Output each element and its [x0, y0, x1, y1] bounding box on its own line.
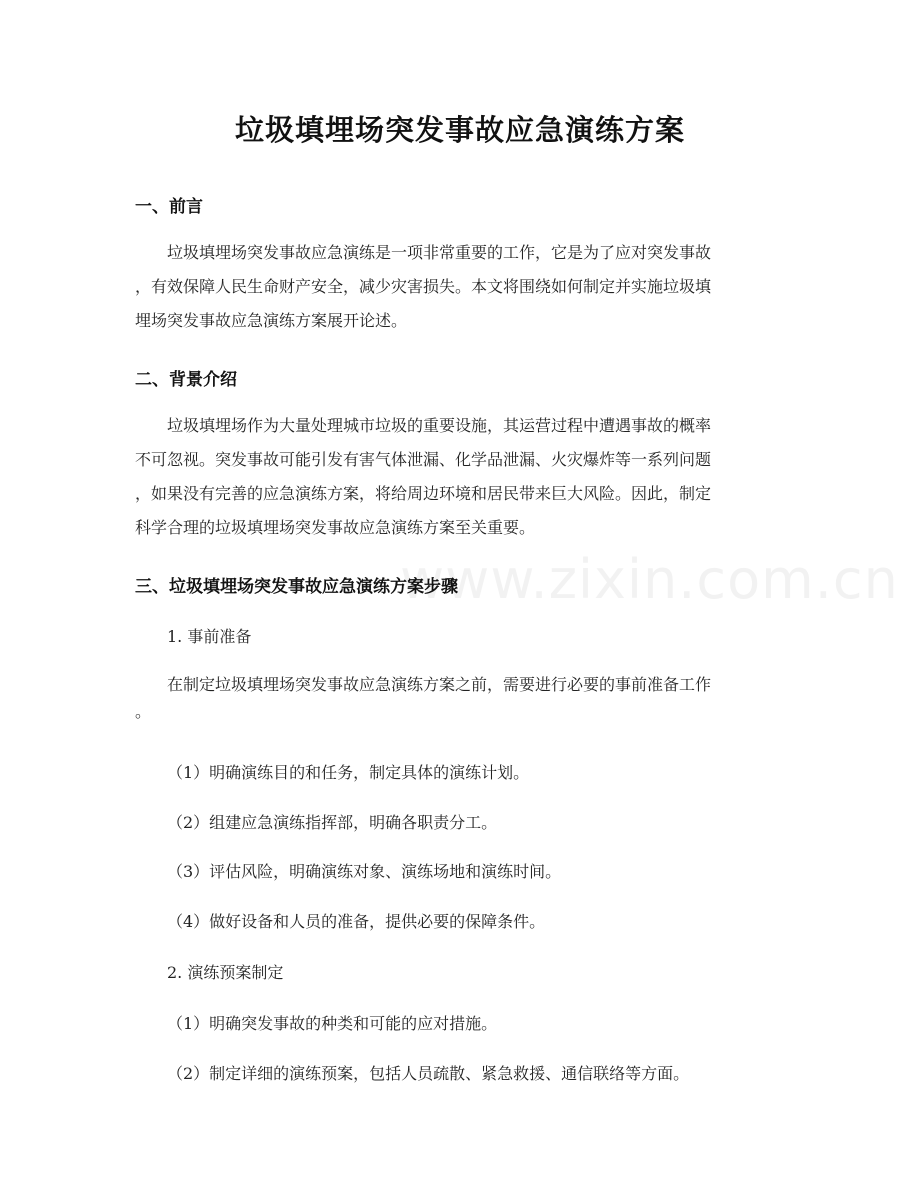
list-item: （1）明确演练目的和任务，制定具体的演练计划。: [167, 763, 530, 782]
paragraph-background: [135, 409, 787, 545]
paragraph-line: 在制定垃圾填埋场突发事故应急演练方案之前，需要进行必要的事前准备工作: [167, 675, 712, 694]
paragraph-line: 埋场突发事故应急演练方案展开论述。: [135, 311, 408, 330]
list-item: （4）做好设备和人员的准备，提供必要的保障条件。: [167, 912, 546, 931]
list-item: （2）制定详细的演练预案，包括人员疏散、紧急救援、通信联络等方面。: [167, 1064, 690, 1083]
paragraph-line: ，有效保障人民生命财产安全，减少灾害损失。本文将围绕如何制定并实施垃圾填: [135, 277, 712, 296]
document-title: 垃圾填埋场突发事故应急演练方案: [234, 113, 685, 147]
paragraph-line: 垃圾填埋场作为大量处理城市垃圾的重要设施，其运营过程中遭遇事故的概率: [167, 416, 712, 435]
list-item: （1）明确突发事故的种类和可能的应对措施。: [167, 1014, 498, 1033]
section-heading-background: 二、背景介绍: [135, 370, 237, 390]
paragraph-line: 不可忽视。突发事故可能引发有害气体泄漏、化学品泄漏、火灾爆炸等一系列问题: [135, 450, 712, 469]
watermark: www.zixin.com.cn: [400, 548, 899, 611]
step-title-plan: 2. 演练预案制定: [167, 963, 284, 982]
paragraph-line: 垃圾填埋场突发事故应急演练是一项非常重要的工作，它是为了应对突发事故: [167, 243, 712, 262]
paragraph-line: ，如果没有完善的应急演练方案，将给周边环境和居民带来巨大风险。因此，制定: [135, 484, 712, 503]
list-item: （3）评估风险，明确演练对象、演练场地和演练时间。: [167, 862, 562, 881]
list-item: （2）组建应急演练指挥部，明确各职责分工。: [167, 813, 498, 832]
paragraph-line: 。: [135, 702, 152, 721]
section-heading-preface: 一、前言: [135, 197, 203, 217]
paragraph-line: 科学合理的垃圾填埋场突发事故应急演练方案至关重要。: [135, 518, 536, 537]
paragraph-preparation-intro: [135, 668, 787, 722]
paragraph-preface: [135, 236, 787, 338]
section-heading-steps: 三、垃圾填埋场突发事故应急演练方案步骤: [135, 577, 458, 597]
step-title-preparation: 1. 事前准备: [167, 627, 252, 646]
